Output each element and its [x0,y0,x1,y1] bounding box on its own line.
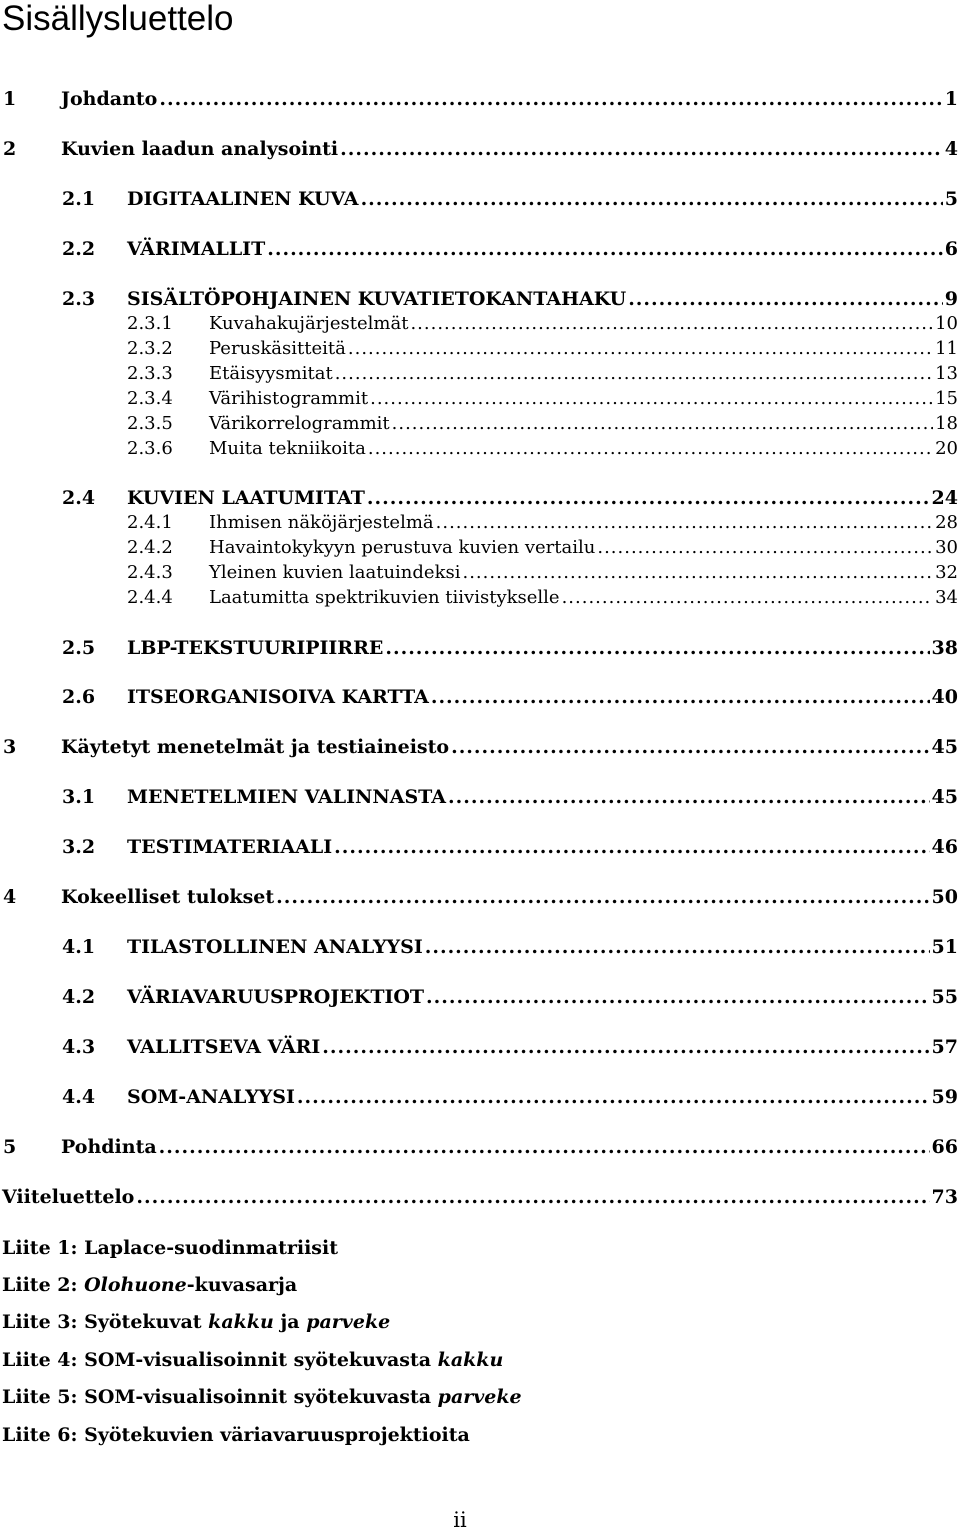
toc-entry-label: Kuvahakujärjestelmät [209,313,409,334]
toc-leader-dots [448,784,930,810]
toc-entry-page: 4 [944,138,958,160]
toc-entry-page: 57 [931,1036,958,1058]
toc-entry-label: Käytetyt menetelmät ja testiaineisto [61,736,450,758]
toc-leader-dots [159,86,942,112]
toc-entry-label: VALLITSEVA VÄRI [127,1036,321,1058]
toc-entry-page: 11 [935,338,958,359]
appendix-label-italic: kakku [208,1311,274,1333]
toc-entry-label: KUVIEN LAATUMITAT [127,487,365,509]
toc-entry[interactable] [0,560,958,586]
toc-entry-page: 30 [935,537,958,558]
toc-leader-dots [436,510,933,536]
toc-entry-page: 9 [944,288,958,310]
toc-entry-label: Kuvien laadun analysointi [61,138,339,160]
toc-entry-number: 2.4.3 [127,562,173,583]
toc-entry[interactable] [0,1184,958,1210]
toc-leader-dots [628,286,943,312]
toc-leader-dots [361,186,943,212]
toc-leader-dots [340,136,943,162]
toc-entry-number: 2.3.5 [127,413,173,434]
toc-entry-number: 1 [3,88,17,110]
toc-leader-dots [159,1134,930,1160]
toc-entry-number: 4.4 [62,1086,96,1108]
appendix-label-suffix: -kuvasarja [186,1274,298,1296]
toc-entry-number: 4.3 [62,1036,96,1058]
toc-entry-number: 2 [3,138,17,160]
toc-entry-page: 15 [935,388,958,409]
toc-leader-dots [370,386,933,412]
appendix-label-suffix: ja [273,1311,307,1333]
toc-entry-label: SOM-ANALYYSI [127,1086,295,1108]
appendix-label: Liite 5: SOM-visualisoinnit syötekuvasta [2,1386,438,1408]
toc-entry-number: 3.1 [62,786,96,808]
toc-entry-page: 38 [931,637,958,659]
toc-entry[interactable] [0,361,958,387]
toc-entry-page: 40 [931,686,958,708]
toc-entry[interactable] [0,236,958,262]
appendix-label: Liite 6: Syötekuvien väriavaruusprojektioita [2,1424,470,1446]
appendix-entry[interactable] [2,1235,338,1261]
toc-leader-dots [368,436,933,462]
toc-entry[interactable] [0,136,958,162]
appendix-entry[interactable] [2,1422,470,1448]
toc-entry[interactable] [0,784,958,810]
toc-entry-label: TILASTOLLINEN ANALYYSI [127,936,423,958]
toc-entry-label: Muita tekniikoita [209,438,366,459]
toc-entry-page: 45 [931,786,958,808]
toc-entry[interactable] [0,86,958,112]
toc-entry-page: 45 [931,736,958,758]
page-title: Sisällysluettelo [2,0,234,38]
toc-entry[interactable] [0,286,958,312]
toc-entry[interactable] [0,436,958,462]
toc-entry-page: 51 [931,936,958,958]
toc-entry-number: 2.1 [62,188,96,210]
toc-entry-label: Viiteluettelo [2,1186,135,1208]
toc-entry[interactable] [0,1134,958,1160]
toc-leader-dots [562,585,934,611]
toc-leader-dots [334,834,929,860]
appendix-label: Liite 4: SOM-visualisoinnit syötekuvasta [2,1349,438,1371]
appendix-label-italic: parveke [437,1386,522,1408]
toc-entry-number: 2.4 [62,487,96,509]
toc-entry-label: Värihistogrammit [209,388,369,409]
toc-entry-number: 4.1 [62,936,96,958]
toc-entry[interactable] [0,1034,958,1060]
toc-entry[interactable] [0,884,958,910]
appendix-label: Liite 1: Laplace-suodinmatriisit [2,1237,338,1259]
toc-leader-dots [451,734,929,760]
toc-entry-label: Laatumitta spektrikuvien tiivistykselle [209,587,560,608]
toc-entry-label: LBP-TEKSTUURIPIIRRE [127,637,384,659]
toc-entry-page: 59 [931,1086,958,1108]
appendix-label-italic-2: parveke [306,1311,391,1333]
toc-entry-number: 2.3 [62,288,96,310]
toc-entry[interactable] [0,734,958,760]
page-number: ii [453,1508,467,1532]
appendix-label: Liite 3: Syötekuvat [2,1311,209,1333]
toc-entry-number: 3 [3,736,17,758]
toc-entry-number: 2.3.4 [127,388,173,409]
toc-leader-dots [597,535,933,561]
toc-entry[interactable] [0,535,958,561]
toc-entry-label: Ihmisen näköjärjestelmä [209,512,434,533]
toc-entry-number: 2.6 [62,686,96,708]
toc-entry[interactable] [0,834,958,860]
toc-leader-dots [392,411,933,437]
toc-entry-label: ITSEORGANISOIVA KARTTA [127,686,429,708]
toc-leader-dots [385,635,929,661]
toc-leader-dots [297,1084,930,1110]
toc-entry-label: MENETELMIEN VALINNASTA [127,786,447,808]
toc-leader-dots [426,984,930,1010]
toc-entry-page: 34 [935,587,958,608]
appendix-label-italic: Olohuone [84,1274,187,1296]
toc-entry-number: 2.2 [62,238,96,260]
toc-entry-page: 28 [935,512,958,533]
toc-entry-number: 2.3.3 [127,363,173,384]
toc-entry[interactable] [0,186,958,212]
toc-entry-page: 6 [944,238,958,260]
toc-entry-number: 2.3.2 [127,338,173,359]
toc-entry-label: DIGITAALINEN KUVA [127,188,359,210]
toc-leader-dots [276,884,929,910]
toc-entry-label: Johdanto [61,88,158,110]
toc-entry-page: 50 [931,886,958,908]
toc-entry-label: Pohdinta [61,1136,157,1158]
toc-entry-label: Peruskäsitteitä [209,338,346,359]
toc-leader-dots [410,311,933,337]
toc-entry[interactable] [0,311,958,337]
toc-entry-page: 18 [935,413,958,434]
toc-leader-dots [425,934,930,960]
toc-leader-dots [136,1184,929,1210]
toc-entry-page: 20 [935,438,958,459]
toc-entry[interactable] [0,386,958,412]
toc-entry-number: 2.5 [62,637,96,659]
toc-entry-number: 3.2 [62,836,96,858]
appendix-entry[interactable] [2,1309,390,1335]
toc-entry-number: 2.3.1 [127,313,173,334]
toc-entry-label: Kokeelliset tulokset [61,886,275,908]
toc-entry[interactable] [0,336,958,362]
toc-entry-label: Havaintokykyyn perustuva kuvien vertailu [209,537,596,558]
toc-entry-page: 55 [931,986,958,1008]
toc-entry-page: 24 [931,487,958,509]
toc-entry-label: VÄRIAVARUUSPROJEKTIOT [127,986,425,1008]
toc-entry-page: 5 [944,188,958,210]
toc-leader-dots [462,560,933,586]
toc-entry[interactable] [0,485,958,511]
toc-entry-page: 46 [931,836,958,858]
toc-entry-label: Värikorrelogrammit [209,413,390,434]
toc-leader-dots [348,336,933,362]
toc-entry-page: 73 [931,1186,958,1208]
appendix-label: Liite 2: [2,1274,85,1296]
toc-entry[interactable] [0,984,958,1010]
appendix-entry[interactable] [2,1272,297,1298]
appendix-label-italic: kakku [437,1349,504,1371]
toc-entry-number: 4.2 [62,986,96,1008]
toc-entry-number: 2.3.6 [127,438,173,459]
toc-entry-page: 66 [931,1136,958,1158]
toc-entry[interactable] [0,510,958,536]
toc-entry[interactable] [0,1084,958,1110]
toc-entry-page: 13 [935,363,958,384]
appendix-entry[interactable] [2,1384,522,1410]
toc-entry[interactable] [0,684,958,710]
toc-entry-label: Etäisyysmitat [209,363,333,384]
toc-entry-label: TESTIMATERIAALI [127,836,333,858]
toc-entry-number: 2.4.4 [127,587,173,608]
toc-entry-number: 5 [3,1136,17,1158]
toc-leader-dots [322,1034,929,1060]
toc-entry-label: SISÄLTÖPOHJAINEN KUVATIETOKANTAHAKU [127,288,627,310]
toc-entry-number: 4 [3,886,17,908]
toc-leader-dots [431,684,930,710]
appendix-entry[interactable] [2,1347,503,1373]
toc-entry-page: 1 [944,88,958,110]
toc-leader-dots [267,236,943,262]
toc-entry-label: VÄRIMALLIT [127,238,266,260]
toc-entry-number: 2.4.1 [127,512,173,533]
toc-leader-dots [335,361,933,387]
toc-entry-label: Yleinen kuvien laatuindeksi [209,562,461,583]
toc-leader-dots [367,485,930,511]
toc-entry[interactable] [0,635,958,661]
toc-entry-page: 10 [935,313,958,334]
toc-entry[interactable] [0,585,958,611]
toc-entry-number: 2.4.2 [127,537,173,558]
toc-entry[interactable] [0,411,958,437]
toc-entry[interactable] [0,934,958,960]
toc-entry-page: 32 [935,562,958,583]
